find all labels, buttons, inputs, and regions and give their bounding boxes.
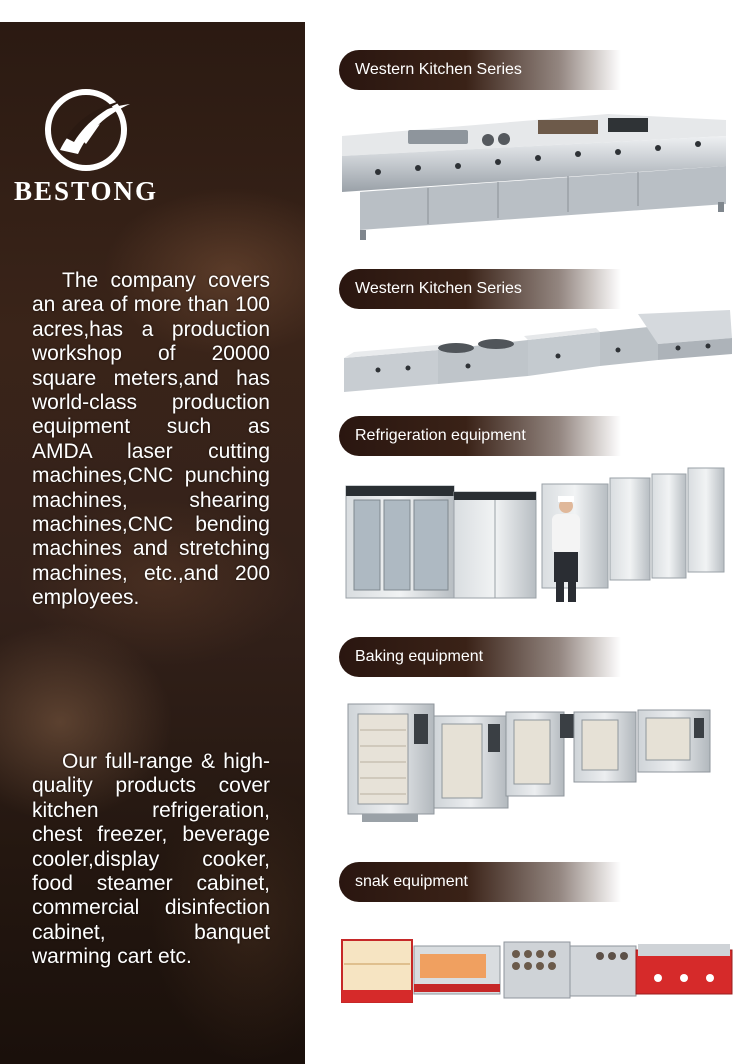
- refrigeration-image: [338, 466, 738, 608]
- section-label-western-kitchen-1: Western Kitchen Series: [339, 50, 621, 90]
- product-description: Our full-range & high-quality products cover kitchen refrigeration, chest freezer, beverage cooler,display cooker, food steamer cabinet, commercial disinfection cabinet, banquet warming cart etc.: [32, 750, 270, 969]
- snack-equipment-image: [338, 934, 738, 1008]
- western-kitchen-image-2: [338, 308, 738, 394]
- baking-equipment-image: [338, 700, 738, 830]
- brand-logo-icon: [38, 84, 134, 180]
- section-label-refrigeration: Refrigeration equipment: [339, 416, 621, 456]
- brand-name: BESTONG: [14, 176, 159, 206]
- company-description: The company covers an area of more than 100 acres,has a production workshop of 20000 square meters,and has world-class production equipment such as AMDA laser cutting machines,CNC punching machines, shearing machines,CNC bending machines and stretching machines, etc.,and 200 employees.: [32, 269, 270, 610]
- section-label-western-kitchen-2: Western Kitchen Series: [339, 269, 621, 309]
- about-panel: [0, 22, 305, 1064]
- section-label-snack: snak equipment: [339, 862, 621, 902]
- western-kitchen-image-1: [338, 106, 738, 242]
- section-label-baking: Baking equipment: [339, 637, 621, 677]
